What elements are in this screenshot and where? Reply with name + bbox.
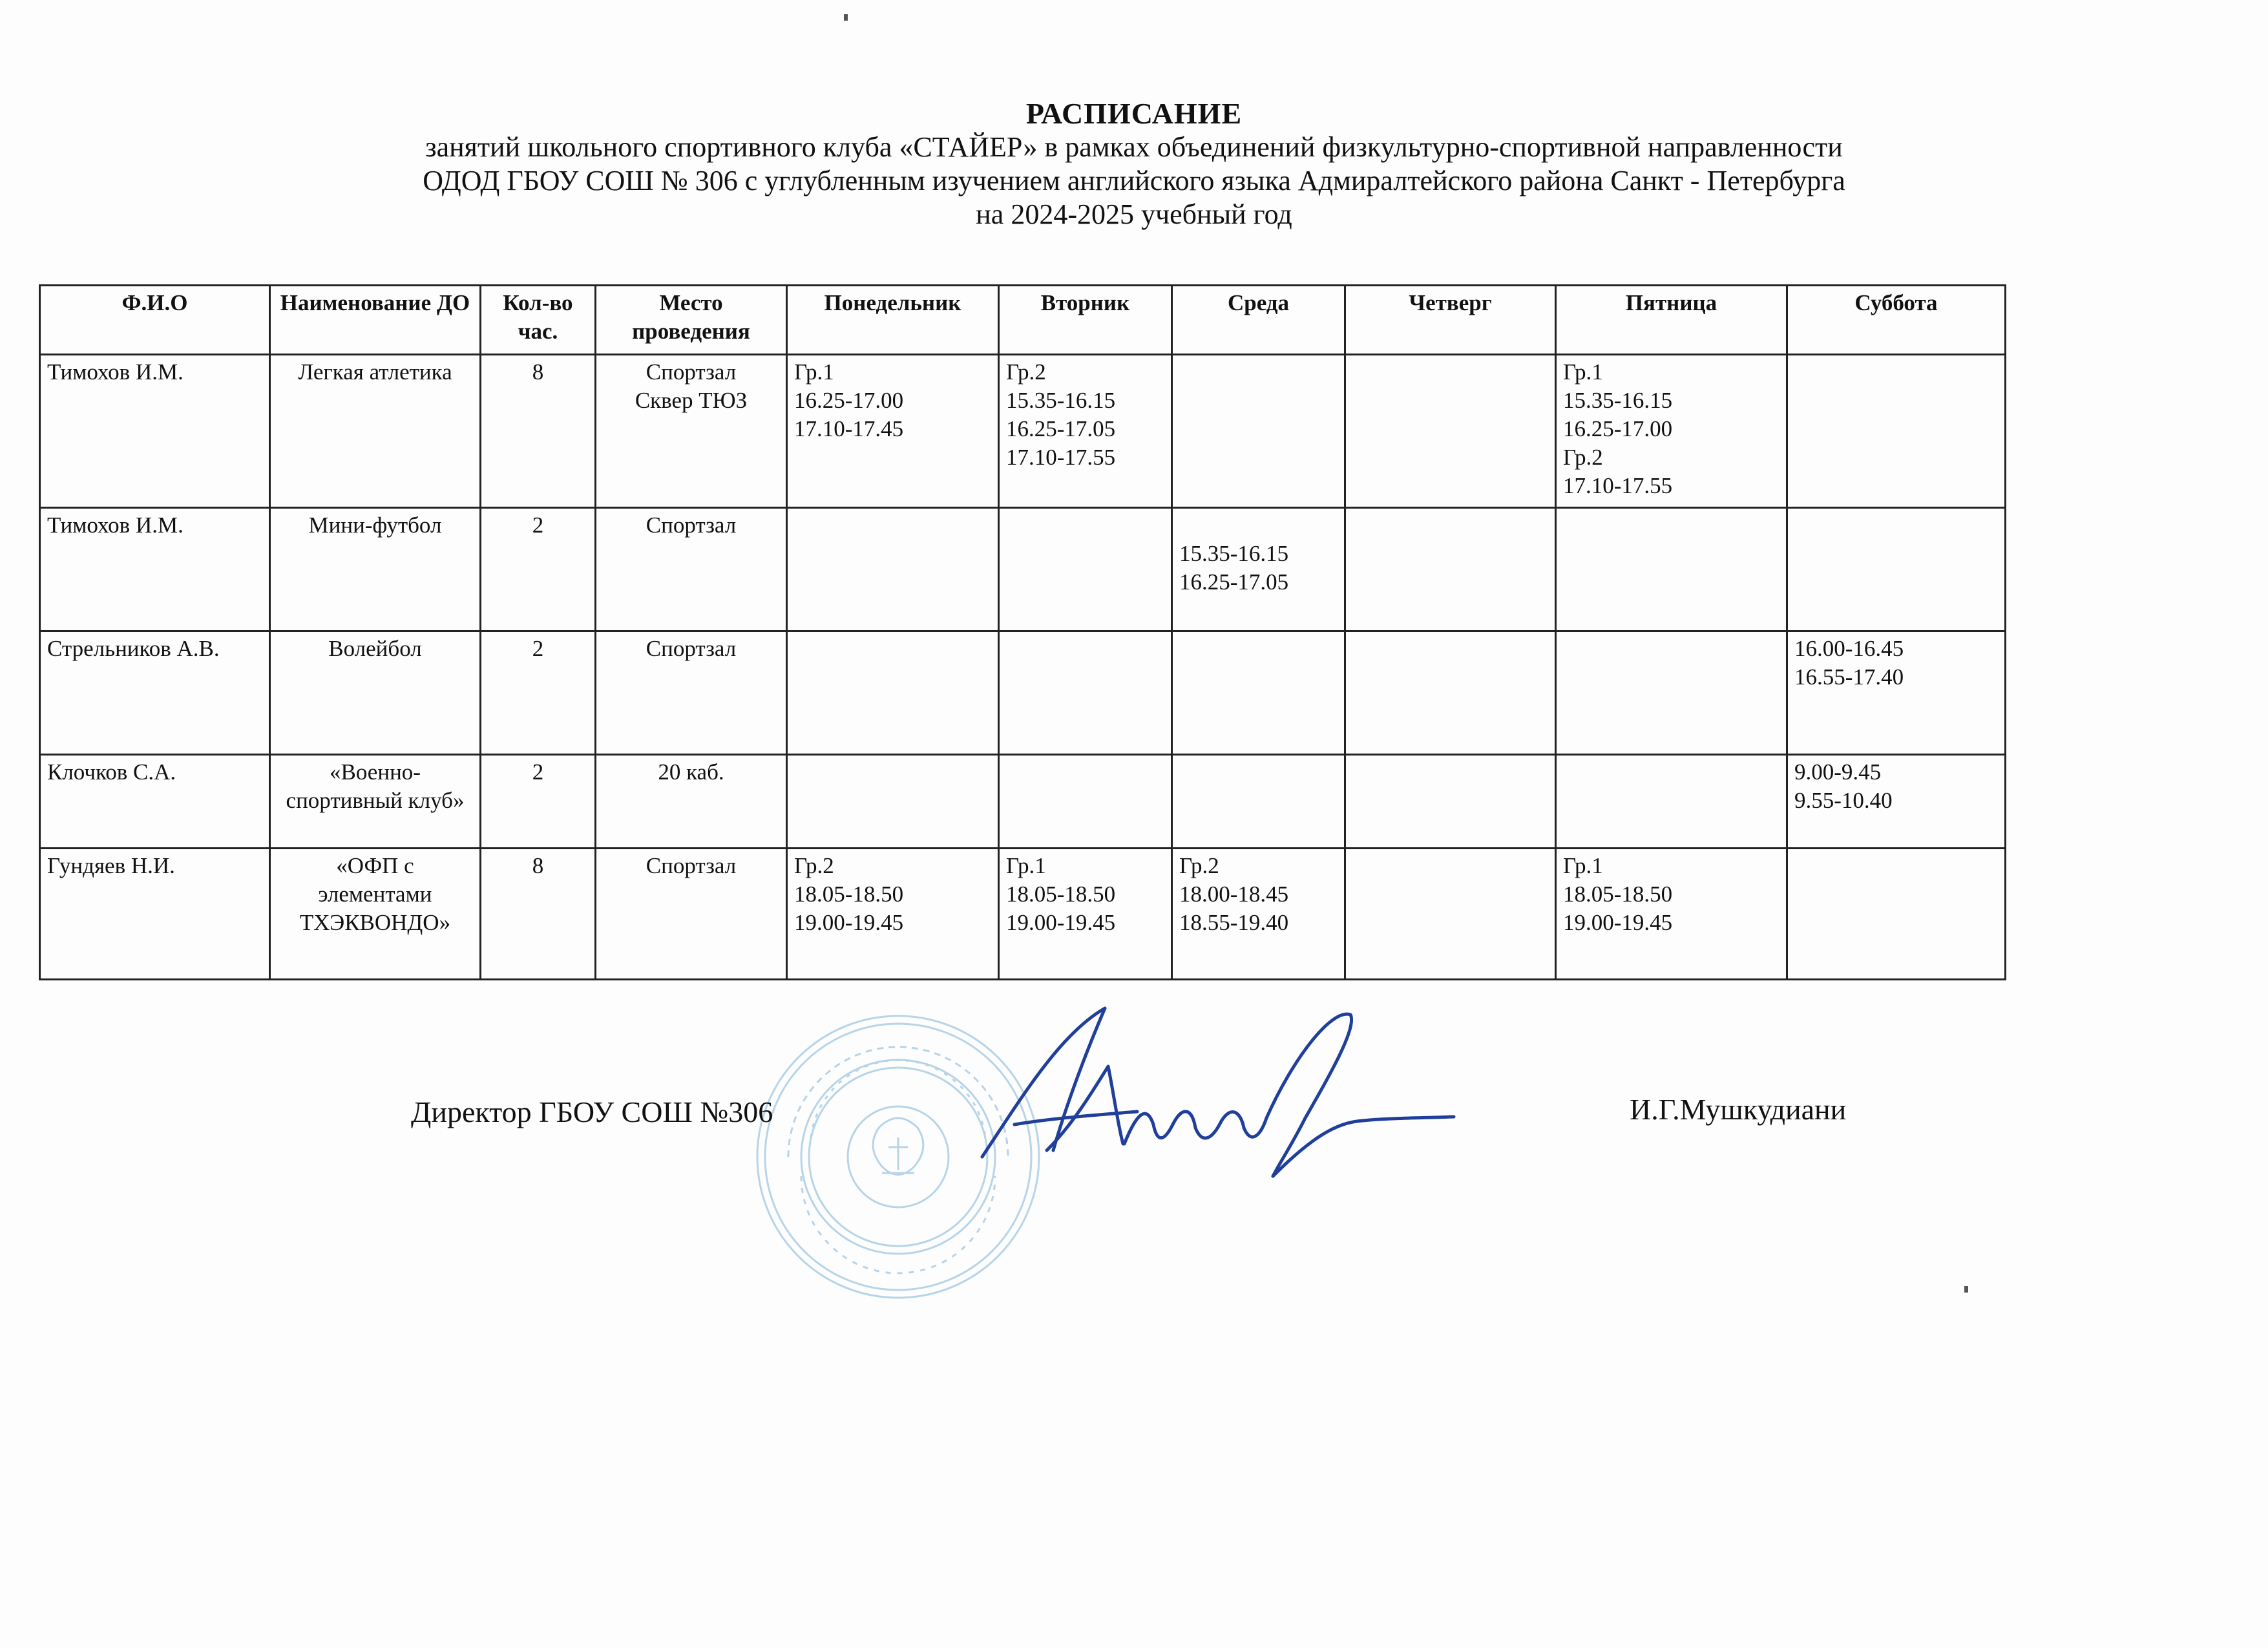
cell-wednesday	[1172, 631, 1345, 755]
cell-thursday	[1345, 755, 1556, 849]
director-name: И.Г.Мушкудиани	[1630, 1093, 1847, 1126]
column-header-activity: Наименование ДО	[270, 286, 481, 355]
table-row	[40, 508, 2006, 631]
column-header-name: Ф.И.О	[40, 286, 270, 355]
cell-tuesday: Гр.1 18.05-18.50 19.00-19.45	[999, 849, 1172, 980]
cell-wednesday	[1172, 355, 1345, 508]
document-title: РАСПИСАНИЕ	[1025, 97, 1243, 130]
scan-speck	[1964, 1286, 1968, 1293]
cell-name: Тимохов И.М.	[40, 355, 270, 508]
cell-activity: «ОФП с элементами ТХЭКВОНДО»	[270, 849, 481, 980]
column-header-place: Место проведения	[596, 286, 787, 355]
cell-wednesday: Гр.2 18.00-18.45 18.55-19.40	[1172, 849, 1345, 980]
cell-hours: 8	[481, 849, 596, 980]
column-header-thursday: Четверг	[1345, 286, 1556, 355]
cell-place: Спортзал	[596, 631, 787, 755]
cell-saturday: 9.00-9.45 9.55-10.40	[1787, 755, 2006, 849]
cell-name: Гундяев Н.И.	[40, 849, 270, 980]
cell-friday	[1556, 631, 1787, 755]
table-row	[40, 355, 2006, 508]
column-header-friday: Пятница	[1556, 286, 1787, 355]
cell-hours: 2	[481, 755, 596, 849]
cell-name: Клочков С.А.	[40, 755, 270, 849]
cell-monday	[787, 631, 999, 755]
cell-monday: Гр.2 18.05-18.50 19.00-19.45	[787, 849, 999, 980]
table-row	[40, 755, 2006, 849]
cell-place: Спортзал	[596, 849, 787, 980]
cell-thursday	[1345, 849, 1556, 980]
cell-tuesday	[999, 755, 1172, 849]
cell-saturday	[1787, 508, 2006, 631]
cell-monday	[787, 755, 999, 849]
column-header-tuesday: Вторник	[999, 286, 1172, 355]
cell-hours: 8	[481, 355, 596, 508]
cell-activity: Волейбол	[270, 631, 481, 755]
signature-icon	[969, 995, 1460, 1189]
cell-hours: 2	[481, 508, 596, 631]
cell-activity: «Военно-спортивный клуб»	[270, 755, 481, 849]
subtitle-line-1: занятий школьного спортивного клуба «СТАЙЕР» в рамках объединений физкультурно-спортивной направленности	[425, 131, 1843, 163]
table-row	[40, 849, 2006, 980]
cell-monday: Гр.1 16.25-17.00 17.10-17.45	[787, 355, 999, 508]
cell-wednesday	[1172, 755, 1345, 849]
column-header-wednesday: Среда	[1172, 286, 1345, 355]
cell-place: Спортзал Сквер ТЮЗ	[596, 355, 787, 508]
schedule-table	[39, 284, 2006, 980]
cell-activity: Легкая атлетика	[270, 355, 481, 508]
cell-friday: Гр.1 15.35-16.15 16.25-17.00 Гр.2 17.10-17.55	[1556, 355, 1787, 508]
cell-place: Спортзал	[596, 508, 787, 631]
cell-place: 20 каб.	[596, 755, 787, 849]
cell-hours: 2	[481, 631, 596, 755]
subtitle-line-3: на 2024-2025 учебный год	[976, 198, 1292, 230]
cell-tuesday	[999, 631, 1172, 755]
cell-saturday	[1787, 355, 2006, 508]
subtitle-line-2: ОДОД ГБОУ СОШ № 306 с углубленным изучением английского языка Адмиралтейского района Санкт - Петербурга	[423, 165, 1845, 196]
column-header-saturday: Суббота	[1787, 286, 2006, 355]
cell-saturday: 16.00-16.45 16.55-17.40	[1787, 631, 2006, 755]
director-position: Директор ГБОУ СОШ №306	[411, 1095, 773, 1128]
document-header	[0, 97, 2268, 231]
cell-name: Тимохов И.М.	[40, 508, 270, 631]
cell-friday: Гр.1 18.05-18.50 19.00-19.45	[1556, 849, 1787, 980]
cell-monday	[787, 508, 999, 631]
cell-thursday	[1345, 631, 1556, 755]
cell-wednesday: 15.35-16.15 16.25-17.05	[1172, 508, 1345, 631]
cell-activity: Мини-футбол	[270, 508, 481, 631]
cell-thursday	[1345, 355, 1556, 508]
table-header-row	[40, 286, 2006, 355]
cell-name: Стрельников А.В.	[40, 631, 270, 755]
column-header-hours: Кол-во час.	[481, 286, 596, 355]
cell-thursday	[1345, 508, 1556, 631]
cell-friday	[1556, 755, 1787, 849]
cell-tuesday: Гр.2 15.35-16.15 16.25-17.05 17.10-17.55	[999, 355, 1172, 508]
cell-tuesday	[999, 508, 1172, 631]
cell-saturday	[1787, 849, 2006, 980]
table-row	[40, 631, 2006, 755]
cell-friday	[1556, 508, 1787, 631]
column-header-monday: Понедельник	[787, 286, 999, 355]
scan-speck	[844, 14, 848, 21]
